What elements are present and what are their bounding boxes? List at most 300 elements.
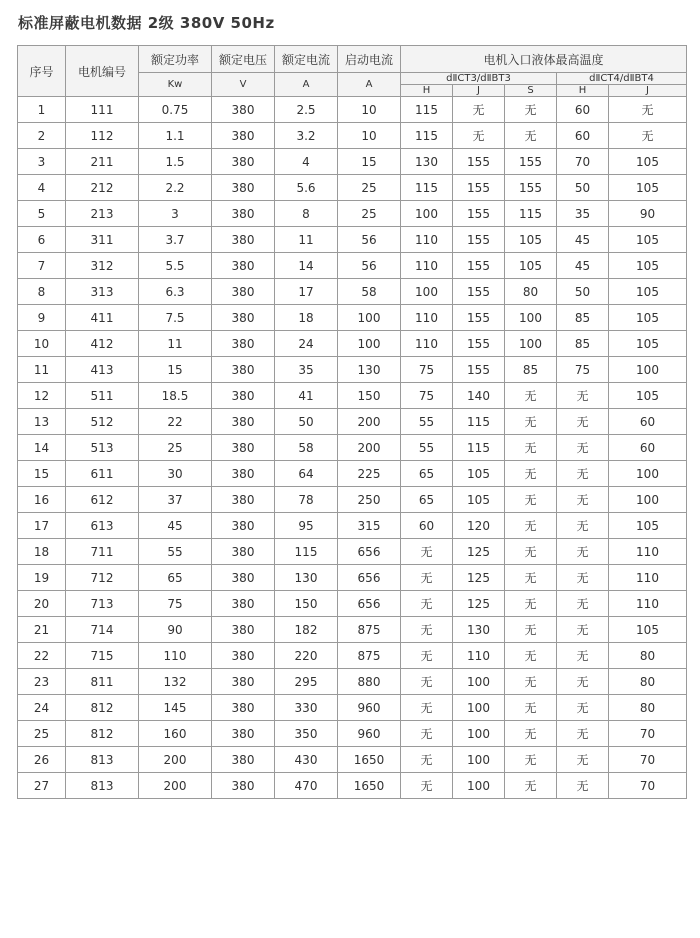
cell-index: 27 bbox=[18, 773, 66, 799]
cell-temp-h2: 50 bbox=[557, 279, 609, 305]
header-current: 额定电流 bbox=[275, 46, 338, 73]
cell-start-current: 1650 bbox=[338, 773, 401, 799]
subheader-j: J bbox=[453, 85, 505, 97]
cell-temp-j1: 155 bbox=[453, 331, 505, 357]
cell-temp-h2: 45 bbox=[557, 253, 609, 279]
cell-motor-no: 812 bbox=[66, 721, 139, 747]
cell-temp-s1: 无 bbox=[505, 435, 557, 461]
cell-power: 90 bbox=[139, 617, 212, 643]
cell-start-current: 1650 bbox=[338, 747, 401, 773]
cell-temp-s1: 无 bbox=[505, 461, 557, 487]
cell-voltage: 380 bbox=[212, 149, 275, 175]
cell-power: 65 bbox=[139, 565, 212, 591]
header-max-temp: 电机入口液体最高温度 bbox=[401, 46, 687, 73]
cell-motor-no: 715 bbox=[66, 643, 139, 669]
cell-motor-no: 712 bbox=[66, 565, 139, 591]
cell-power: 75 bbox=[139, 591, 212, 617]
cell-index: 9 bbox=[18, 305, 66, 331]
cell-voltage: 380 bbox=[212, 721, 275, 747]
cell-motor-no: 714 bbox=[66, 617, 139, 643]
cell-index: 11 bbox=[18, 357, 66, 383]
table-row bbox=[18, 201, 687, 227]
cell-temp-j1: 100 bbox=[453, 773, 505, 799]
cell-index: 16 bbox=[18, 487, 66, 513]
cell-temp-j2: 110 bbox=[609, 539, 687, 565]
cell-current: 64 bbox=[275, 461, 338, 487]
cell-temp-j2: 90 bbox=[609, 201, 687, 227]
cell-current: 78 bbox=[275, 487, 338, 513]
cell-temp-h1: 无 bbox=[401, 695, 453, 721]
cell-power: 7.5 bbox=[139, 305, 212, 331]
cell-temp-s1: 无 bbox=[505, 409, 557, 435]
cell-temp-h1: 60 bbox=[401, 513, 453, 539]
cell-motor-no: 512 bbox=[66, 409, 139, 435]
cell-temp-h1: 65 bbox=[401, 461, 453, 487]
cell-temp-s1: 无 bbox=[505, 643, 557, 669]
cell-start-current: 100 bbox=[338, 331, 401, 357]
cell-voltage: 380 bbox=[212, 175, 275, 201]
subheader-j: J bbox=[609, 85, 687, 97]
cell-temp-j1: 155 bbox=[453, 357, 505, 383]
cell-temp-j1: 130 bbox=[453, 617, 505, 643]
cell-temp-h1: 75 bbox=[401, 357, 453, 383]
cell-temp-h2: 无 bbox=[557, 461, 609, 487]
cell-index: 1 bbox=[18, 97, 66, 123]
cell-temp-j2: 110 bbox=[609, 591, 687, 617]
cell-power: 3.7 bbox=[139, 227, 212, 253]
cell-voltage: 380 bbox=[212, 617, 275, 643]
subheader-h: H bbox=[557, 85, 609, 97]
header-group-ct4-bt4: dⅡCT4/dⅡBT4 bbox=[557, 73, 687, 85]
cell-current: 2.5 bbox=[275, 97, 338, 123]
cell-start-current: 10 bbox=[338, 97, 401, 123]
cell-current: 14 bbox=[275, 253, 338, 279]
cell-index: 12 bbox=[18, 383, 66, 409]
cell-temp-s1: 无 bbox=[505, 669, 557, 695]
cell-current: 50 bbox=[275, 409, 338, 435]
cell-voltage: 380 bbox=[212, 435, 275, 461]
cell-temp-s1: 无 bbox=[505, 513, 557, 539]
cell-current: 11 bbox=[275, 227, 338, 253]
cell-start-current: 875 bbox=[338, 643, 401, 669]
cell-voltage: 380 bbox=[212, 383, 275, 409]
cell-motor-no: 612 bbox=[66, 487, 139, 513]
cell-temp-j2: 无 bbox=[609, 97, 687, 123]
table-row bbox=[18, 721, 687, 747]
cell-voltage: 380 bbox=[212, 643, 275, 669]
unit-power: Kw bbox=[139, 73, 212, 97]
cell-voltage: 380 bbox=[212, 747, 275, 773]
cell-temp-h2: 无 bbox=[557, 721, 609, 747]
cell-power: 22 bbox=[139, 409, 212, 435]
cell-power: 55 bbox=[139, 539, 212, 565]
cell-temp-h1: 55 bbox=[401, 435, 453, 461]
cell-temp-j2: 105 bbox=[609, 149, 687, 175]
cell-temp-h1: 无 bbox=[401, 747, 453, 773]
cell-temp-s1: 无 bbox=[505, 617, 557, 643]
table-row bbox=[18, 227, 687, 253]
cell-temp-s1: 无 bbox=[505, 591, 557, 617]
table-row bbox=[18, 305, 687, 331]
cell-temp-j2: 80 bbox=[609, 643, 687, 669]
cell-start-current: 875 bbox=[338, 617, 401, 643]
cell-temp-j1: 115 bbox=[453, 435, 505, 461]
cell-index: 8 bbox=[18, 279, 66, 305]
cell-start-current: 130 bbox=[338, 357, 401, 383]
cell-temp-j2: 105 bbox=[609, 513, 687, 539]
cell-temp-j1: 125 bbox=[453, 591, 505, 617]
cell-temp-s1: 155 bbox=[505, 149, 557, 175]
cell-temp-j1: 155 bbox=[453, 305, 505, 331]
cell-motor-no: 413 bbox=[66, 357, 139, 383]
cell-motor-no: 812 bbox=[66, 695, 139, 721]
cell-index: 4 bbox=[18, 175, 66, 201]
cell-temp-j1: 155 bbox=[453, 253, 505, 279]
cell-temp-h1: 无 bbox=[401, 617, 453, 643]
cell-current: 24 bbox=[275, 331, 338, 357]
cell-temp-h2: 无 bbox=[557, 409, 609, 435]
cell-temp-j1: 115 bbox=[453, 409, 505, 435]
cell-power: 200 bbox=[139, 773, 212, 799]
table-row bbox=[18, 487, 687, 513]
cell-temp-h1: 无 bbox=[401, 669, 453, 695]
cell-temp-s1: 无 bbox=[505, 721, 557, 747]
cell-index: 7 bbox=[18, 253, 66, 279]
cell-index: 19 bbox=[18, 565, 66, 591]
cell-temp-h1: 100 bbox=[401, 279, 453, 305]
cell-power: 1.5 bbox=[139, 149, 212, 175]
cell-current: 295 bbox=[275, 669, 338, 695]
cell-power: 1.1 bbox=[139, 123, 212, 149]
table-row bbox=[18, 331, 687, 357]
cell-motor-no: 611 bbox=[66, 461, 139, 487]
cell-voltage: 380 bbox=[212, 227, 275, 253]
cell-voltage: 380 bbox=[212, 539, 275, 565]
cell-temp-j2: 105 bbox=[609, 331, 687, 357]
cell-temp-h1: 无 bbox=[401, 565, 453, 591]
table-row bbox=[18, 461, 687, 487]
cell-temp-s1: 155 bbox=[505, 175, 557, 201]
cell-current: 150 bbox=[275, 591, 338, 617]
cell-power: 3 bbox=[139, 201, 212, 227]
cell-temp-h2: 无 bbox=[557, 435, 609, 461]
cell-temp-h1: 无 bbox=[401, 773, 453, 799]
cell-start-current: 960 bbox=[338, 695, 401, 721]
cell-start-current: 15 bbox=[338, 149, 401, 175]
cell-temp-s1: 无 bbox=[505, 695, 557, 721]
cell-temp-h2: 35 bbox=[557, 201, 609, 227]
cell-current: 17 bbox=[275, 279, 338, 305]
cell-temp-j1: 无 bbox=[453, 97, 505, 123]
cell-temp-j1: 无 bbox=[453, 123, 505, 149]
cell-current: 330 bbox=[275, 695, 338, 721]
cell-temp-j1: 120 bbox=[453, 513, 505, 539]
cell-temp-h2: 无 bbox=[557, 695, 609, 721]
table-header bbox=[18, 46, 687, 97]
cell-start-current: 10 bbox=[338, 123, 401, 149]
cell-current: 58 bbox=[275, 435, 338, 461]
cell-start-current: 880 bbox=[338, 669, 401, 695]
cell-power: 2.2 bbox=[139, 175, 212, 201]
cell-motor-no: 813 bbox=[66, 747, 139, 773]
cell-power: 6.3 bbox=[139, 279, 212, 305]
cell-temp-s1: 100 bbox=[505, 305, 557, 331]
cell-power: 45 bbox=[139, 513, 212, 539]
cell-temp-s1: 80 bbox=[505, 279, 557, 305]
cell-temp-h2: 无 bbox=[557, 669, 609, 695]
cell-temp-h1: 无 bbox=[401, 721, 453, 747]
cell-start-current: 656 bbox=[338, 565, 401, 591]
cell-motor-no: 312 bbox=[66, 253, 139, 279]
cell-temp-h1: 55 bbox=[401, 409, 453, 435]
cell-temp-j2: 70 bbox=[609, 773, 687, 799]
table-row bbox=[18, 695, 687, 721]
cell-power: 160 bbox=[139, 721, 212, 747]
cell-voltage: 380 bbox=[212, 773, 275, 799]
cell-temp-j2: 105 bbox=[609, 227, 687, 253]
cell-temp-h1: 115 bbox=[401, 175, 453, 201]
table-body bbox=[18, 97, 687, 799]
cell-index: 20 bbox=[18, 591, 66, 617]
cell-temp-s1: 无 bbox=[505, 97, 557, 123]
cell-power: 0.75 bbox=[139, 97, 212, 123]
table-row bbox=[18, 149, 687, 175]
cell-temp-s1: 无 bbox=[505, 747, 557, 773]
cell-temp-j1: 155 bbox=[453, 201, 505, 227]
cell-temp-h2: 50 bbox=[557, 175, 609, 201]
cell-power: 11 bbox=[139, 331, 212, 357]
cell-motor-no: 811 bbox=[66, 669, 139, 695]
cell-temp-j2: 70 bbox=[609, 721, 687, 747]
cell-temp-j2: 80 bbox=[609, 669, 687, 695]
header-index: 序号 bbox=[18, 46, 66, 97]
subheader-h: H bbox=[401, 85, 453, 97]
table-row bbox=[18, 617, 687, 643]
cell-temp-h2: 无 bbox=[557, 565, 609, 591]
header-start-current: 启动电流 bbox=[338, 46, 401, 73]
cell-temp-h1: 110 bbox=[401, 227, 453, 253]
cell-index: 5 bbox=[18, 201, 66, 227]
cell-temp-s1: 无 bbox=[505, 123, 557, 149]
cell-voltage: 380 bbox=[212, 123, 275, 149]
cell-index: 18 bbox=[18, 539, 66, 565]
cell-power: 200 bbox=[139, 747, 212, 773]
cell-temp-h2: 75 bbox=[557, 357, 609, 383]
cell-current: 220 bbox=[275, 643, 338, 669]
cell-voltage: 380 bbox=[212, 669, 275, 695]
cell-start-current: 315 bbox=[338, 513, 401, 539]
cell-motor-no: 613 bbox=[66, 513, 139, 539]
cell-voltage: 380 bbox=[212, 461, 275, 487]
cell-temp-s1: 85 bbox=[505, 357, 557, 383]
cell-voltage: 380 bbox=[212, 565, 275, 591]
table-row bbox=[18, 435, 687, 461]
cell-temp-h2: 无 bbox=[557, 747, 609, 773]
cell-current: 8 bbox=[275, 201, 338, 227]
unit-start-current: A bbox=[338, 73, 401, 97]
cell-temp-h1: 无 bbox=[401, 539, 453, 565]
cell-start-current: 250 bbox=[338, 487, 401, 513]
cell-index: 21 bbox=[18, 617, 66, 643]
cell-current: 470 bbox=[275, 773, 338, 799]
cell-current: 350 bbox=[275, 721, 338, 747]
cell-start-current: 25 bbox=[338, 175, 401, 201]
cell-temp-h1: 100 bbox=[401, 201, 453, 227]
cell-power: 132 bbox=[139, 669, 212, 695]
cell-temp-s1: 无 bbox=[505, 383, 557, 409]
cell-motor-no: 411 bbox=[66, 305, 139, 331]
cell-current: 115 bbox=[275, 539, 338, 565]
cell-index: 10 bbox=[18, 331, 66, 357]
cell-temp-j1: 155 bbox=[453, 149, 505, 175]
cell-motor-no: 311 bbox=[66, 227, 139, 253]
cell-temp-j2: 80 bbox=[609, 695, 687, 721]
table-row bbox=[18, 97, 687, 123]
table-row bbox=[18, 669, 687, 695]
cell-temp-j2: 105 bbox=[609, 253, 687, 279]
cell-power: 5.5 bbox=[139, 253, 212, 279]
cell-current: 130 bbox=[275, 565, 338, 591]
cell-motor-no: 513 bbox=[66, 435, 139, 461]
cell-temp-h2: 无 bbox=[557, 617, 609, 643]
header-voltage: 额定电压 bbox=[212, 46, 275, 73]
cell-temp-j1: 140 bbox=[453, 383, 505, 409]
cell-index: 22 bbox=[18, 643, 66, 669]
cell-temp-h2: 无 bbox=[557, 513, 609, 539]
cell-index: 17 bbox=[18, 513, 66, 539]
cell-temp-j2: 60 bbox=[609, 435, 687, 461]
cell-voltage: 380 bbox=[212, 331, 275, 357]
cell-temp-j1: 100 bbox=[453, 747, 505, 773]
cell-temp-j1: 110 bbox=[453, 643, 505, 669]
table-row bbox=[18, 383, 687, 409]
cell-temp-j1: 100 bbox=[453, 695, 505, 721]
cell-temp-j1: 155 bbox=[453, 227, 505, 253]
cell-temp-j1: 100 bbox=[453, 669, 505, 695]
cell-voltage: 380 bbox=[212, 97, 275, 123]
cell-motor-no: 212 bbox=[66, 175, 139, 201]
cell-temp-h2: 无 bbox=[557, 591, 609, 617]
cell-temp-j2: 110 bbox=[609, 565, 687, 591]
cell-current: 35 bbox=[275, 357, 338, 383]
cell-index: 15 bbox=[18, 461, 66, 487]
cell-temp-h1: 65 bbox=[401, 487, 453, 513]
cell-temp-h1: 无 bbox=[401, 643, 453, 669]
cell-temp-j1: 155 bbox=[453, 279, 505, 305]
cell-index: 6 bbox=[18, 227, 66, 253]
cell-motor-no: 213 bbox=[66, 201, 139, 227]
page-title: 标准屏蔽电机数据 2级 380V 50Hz bbox=[18, 14, 275, 32]
unit-current: A bbox=[275, 73, 338, 97]
cell-index: 26 bbox=[18, 747, 66, 773]
cell-temp-s1: 无 bbox=[505, 487, 557, 513]
cell-temp-h1: 115 bbox=[401, 97, 453, 123]
cell-temp-h2: 70 bbox=[557, 149, 609, 175]
cell-temp-s1: 105 bbox=[505, 253, 557, 279]
table-row bbox=[18, 279, 687, 305]
cell-motor-no: 313 bbox=[66, 279, 139, 305]
cell-index: 24 bbox=[18, 695, 66, 721]
cell-temp-j2: 105 bbox=[609, 617, 687, 643]
cell-motor-no: 111 bbox=[66, 97, 139, 123]
cell-index: 3 bbox=[18, 149, 66, 175]
cell-motor-no: 713 bbox=[66, 591, 139, 617]
cell-index: 14 bbox=[18, 435, 66, 461]
cell-start-current: 656 bbox=[338, 591, 401, 617]
cell-start-current: 25 bbox=[338, 201, 401, 227]
table-row bbox=[18, 123, 687, 149]
cell-motor-no: 711 bbox=[66, 539, 139, 565]
table-row bbox=[18, 565, 687, 591]
cell-motor-no: 112 bbox=[66, 123, 139, 149]
cell-current: 4 bbox=[275, 149, 338, 175]
table-row bbox=[18, 773, 687, 799]
cell-current: 95 bbox=[275, 513, 338, 539]
cell-start-current: 58 bbox=[338, 279, 401, 305]
cell-motor-no: 412 bbox=[66, 331, 139, 357]
table-row bbox=[18, 175, 687, 201]
cell-temp-j1: 105 bbox=[453, 461, 505, 487]
cell-temp-s1: 115 bbox=[505, 201, 557, 227]
cell-temp-h1: 75 bbox=[401, 383, 453, 409]
cell-temp-h2: 85 bbox=[557, 331, 609, 357]
cell-voltage: 380 bbox=[212, 487, 275, 513]
cell-temp-h2: 85 bbox=[557, 305, 609, 331]
cell-temp-s1: 无 bbox=[505, 539, 557, 565]
cell-index: 2 bbox=[18, 123, 66, 149]
cell-motor-no: 813 bbox=[66, 773, 139, 799]
cell-temp-j2: 无 bbox=[609, 123, 687, 149]
cell-temp-s1: 无 bbox=[505, 773, 557, 799]
cell-temp-h1: 110 bbox=[401, 253, 453, 279]
cell-temp-h1: 115 bbox=[401, 123, 453, 149]
cell-index: 13 bbox=[18, 409, 66, 435]
cell-voltage: 380 bbox=[212, 513, 275, 539]
table-row bbox=[18, 643, 687, 669]
cell-current: 18 bbox=[275, 305, 338, 331]
cell-index: 25 bbox=[18, 721, 66, 747]
cell-temp-j2: 105 bbox=[609, 279, 687, 305]
header-power: 额定功率 bbox=[139, 46, 212, 73]
cell-current: 5.6 bbox=[275, 175, 338, 201]
cell-temp-j2: 60 bbox=[609, 409, 687, 435]
cell-start-current: 960 bbox=[338, 721, 401, 747]
table-row bbox=[18, 539, 687, 565]
cell-voltage: 380 bbox=[212, 253, 275, 279]
cell-temp-h2: 无 bbox=[557, 773, 609, 799]
cell-temp-h2: 无 bbox=[557, 383, 609, 409]
header-motor-no: 电机编号 bbox=[66, 46, 139, 97]
cell-temp-j1: 125 bbox=[453, 565, 505, 591]
table-row bbox=[18, 253, 687, 279]
cell-voltage: 380 bbox=[212, 591, 275, 617]
cell-temp-h2: 60 bbox=[557, 123, 609, 149]
cell-power: 145 bbox=[139, 695, 212, 721]
cell-start-current: 656 bbox=[338, 539, 401, 565]
cell-index: 23 bbox=[18, 669, 66, 695]
cell-temp-j1: 105 bbox=[453, 487, 505, 513]
cell-power: 15 bbox=[139, 357, 212, 383]
cell-temp-h1: 无 bbox=[401, 591, 453, 617]
cell-start-current: 200 bbox=[338, 435, 401, 461]
cell-start-current: 56 bbox=[338, 253, 401, 279]
cell-temp-s1: 无 bbox=[505, 565, 557, 591]
cell-start-current: 225 bbox=[338, 461, 401, 487]
cell-start-current: 56 bbox=[338, 227, 401, 253]
cell-temp-j2: 105 bbox=[609, 175, 687, 201]
cell-power: 30 bbox=[139, 461, 212, 487]
table-row bbox=[18, 591, 687, 617]
